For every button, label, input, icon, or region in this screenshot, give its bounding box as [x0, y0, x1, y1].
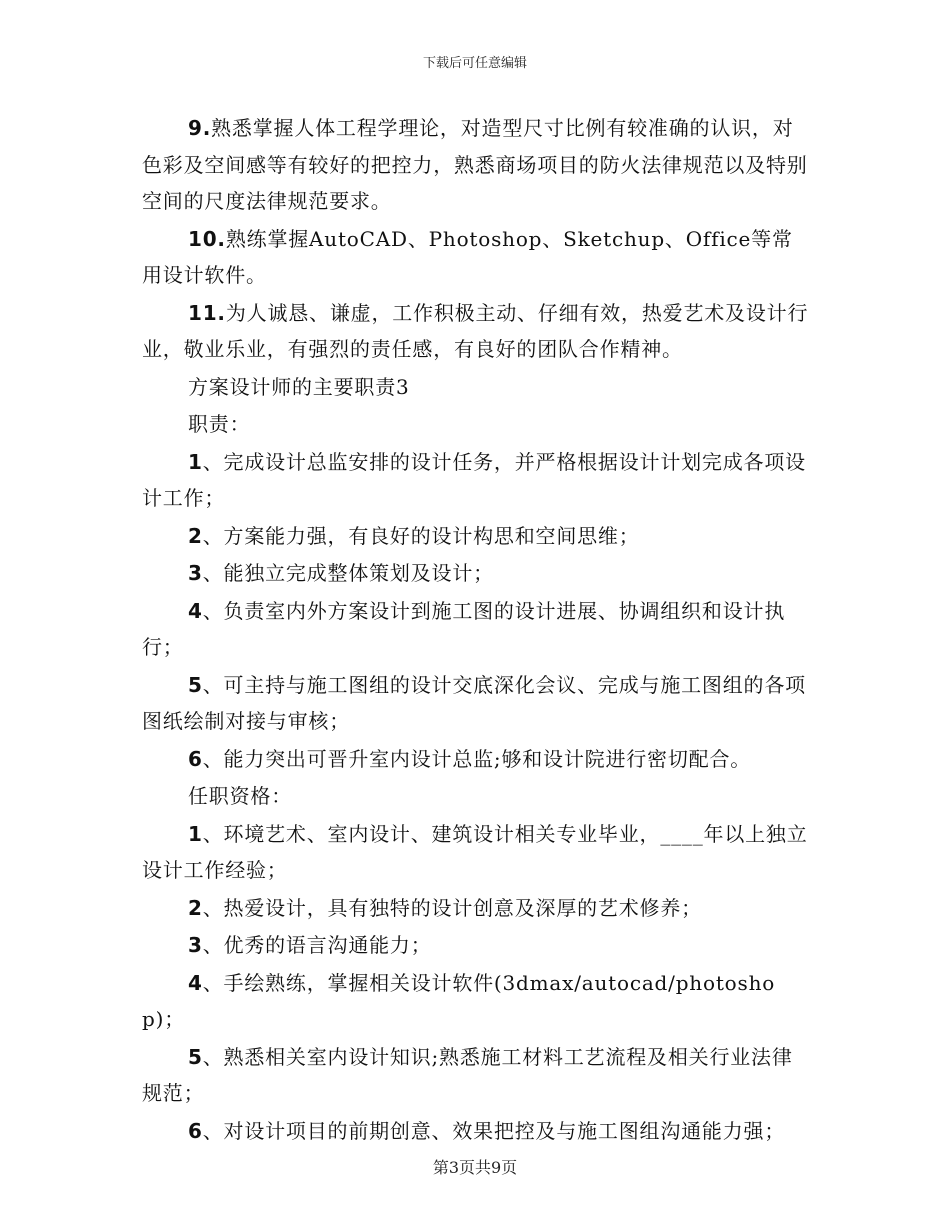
paragraph-text: 、完成设计总监安排的设计任务，并严格根据设计计划完成各项设计工作； — [142, 449, 806, 510]
duties-heading — [142, 406, 810, 443]
paragraph-item-10 — [142, 221, 810, 294]
qualification-item-2 — [142, 890, 810, 927]
paragraph-text: 、能独立完成整体策划及设计； — [202, 561, 494, 585]
paragraph-item-9 — [142, 110, 810, 220]
duty-item-4 — [142, 593, 810, 666]
duty-item-6 — [142, 741, 810, 778]
section-title — [142, 369, 810, 406]
item-number: 6 — [188, 746, 203, 771]
qualification-item-4 — [142, 965, 810, 1038]
page-header: 下载后可任意编辑 — [422, 56, 527, 71]
duty-item-2 — [142, 518, 810, 555]
qualification-item-5 — [142, 1039, 810, 1112]
item-number: 1 — [188, 821, 203, 846]
paragraph-text: 、能力突出可晋升室内设计总监;够和设计院进行密切配合。 — [202, 746, 752, 771]
item-number: 10. — [188, 226, 226, 251]
paragraph-text: 、熟悉相关室内设计知识;熟悉施工材料工艺流程及相关行业法律规范； — [142, 1044, 793, 1105]
item-number: 2 — [188, 895, 203, 920]
paragraph-text: 、优秀的语言沟通能力； — [202, 933, 432, 957]
paragraph-text: 任职资格： — [188, 784, 292, 808]
paragraph-text: 方案设计师的主要职责3 — [188, 374, 410, 399]
paragraph-text: 熟悉掌握人体工程学理论，对造型尺寸比例有较准确的认识，对色彩及空间感等有较好的把控力，熟悉商场项目的防火法律规范以及特别空间的尺度法律规范要求。 — [142, 116, 808, 213]
item-number: 5 — [188, 672, 203, 697]
paragraph-text: 、手绘熟练，掌握相关设计软件(3dmax/autocad/photoshop)； — [142, 970, 776, 1031]
paragraph-text: 职责： — [188, 412, 251, 436]
item-number: 1 — [188, 449, 203, 474]
qualification-item-1 — [142, 816, 810, 889]
item-number: 9. — [188, 116, 212, 140]
item-number: 6 — [188, 1118, 203, 1143]
item-number: 4 — [188, 598, 203, 623]
duty-item-3 — [142, 555, 810, 592]
item-number: 3 — [188, 561, 203, 585]
paragraph-text: 、负责室内外方案设计到施工图的设计进展、协调组织和设计执行； — [142, 598, 786, 659]
paragraph-item-11 — [142, 295, 810, 368]
paragraph-text: 为人诚恳、谦虚，工作积极主动、仔细有效，热爱艺术及设计行业，敬业乐业，有强烈的责任感，有良好的团队合作精神。 — [142, 300, 809, 361]
paragraph-text: 熟练掌握AutoCAD、Photoshop、Sketchup、Office等常用设计软件。 — [142, 226, 793, 287]
item-number: 4 — [188, 970, 203, 995]
page-footer: 第3页共9页 — [432, 1158, 518, 1177]
item-number: 5 — [188, 1044, 203, 1069]
item-number: 11. — [188, 300, 226, 325]
qualification-item-3 — [142, 927, 810, 964]
item-number: 2 — [188, 523, 203, 548]
paragraph-text: 、热爱设计，具有独特的设计创意及深厚的艺术修养； — [202, 895, 702, 920]
duty-item-1 — [142, 444, 810, 517]
duty-item-5 — [142, 667, 810, 740]
paragraph-text: 、可主持与施工图组的设计交底深化会议、完成与施工图组的各项图纸绘制对接与审核； — [142, 672, 806, 733]
document-body — [142, 110, 810, 1150]
paragraph-text: 、方案能力强，有良好的设计构思和空间思维； — [202, 523, 640, 548]
item-number: 3 — [188, 933, 203, 957]
paragraph-text: 、环境艺术、室内设计、建筑设计相关专业毕业，____年以上独立设计工作经验； — [142, 821, 808, 882]
qualifications-heading — [142, 778, 810, 815]
paragraph-text: 、对设计项目的前期创意、效果把控及与施工图组沟通能力强； — [202, 1118, 786, 1143]
qualification-item-6 — [142, 1113, 810, 1150]
